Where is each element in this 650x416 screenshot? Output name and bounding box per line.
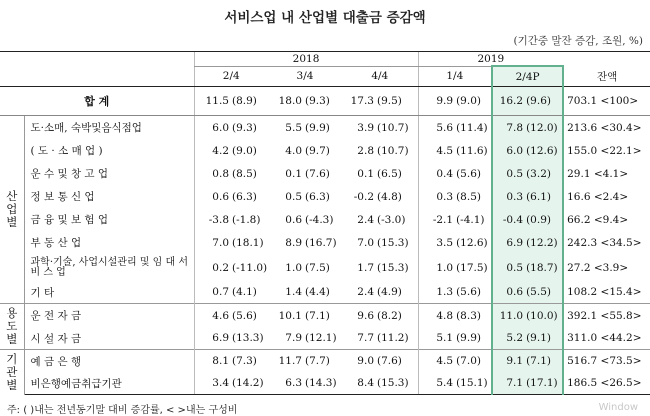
cell-value: 9.1 xyxy=(492,350,525,373)
cell-rate: (6.3) xyxy=(232,190,257,203)
cell-rate: (11.2) xyxy=(377,332,409,344)
cell-rate: (17.1) xyxy=(525,372,563,395)
cell-value: 8.1 xyxy=(194,350,231,373)
total-value: 16.2 xyxy=(492,87,525,116)
cell-rate: (15.3) xyxy=(377,236,409,249)
cell-rate: (7.1) xyxy=(525,350,563,373)
cell-value: 0.3 xyxy=(492,185,525,208)
cell-value: 3.9 xyxy=(357,121,374,134)
row-label: 운 수 및 창 고 업 xyxy=(30,168,109,180)
cell-rate: (7.7) xyxy=(304,350,342,373)
cell-rate: (7.3) xyxy=(231,350,268,373)
cell-value: -0.2 xyxy=(353,190,374,203)
table-row xyxy=(0,231,650,254)
table-row xyxy=(0,185,650,208)
cell-balance: 213.6 <30.4> xyxy=(563,116,650,140)
total-value: 18.0 xyxy=(268,87,304,116)
table-row xyxy=(0,254,650,281)
cell-value: 7.7 xyxy=(357,332,374,344)
cell-rate: (8.5) xyxy=(232,167,257,180)
cell-value: 0.3 xyxy=(418,185,455,208)
total-balance: 703.1 <100> xyxy=(563,87,650,116)
cell-value: 6.0 xyxy=(194,116,231,140)
table-row xyxy=(0,208,650,231)
cell-rate: (15.1) xyxy=(455,372,492,395)
cell-value: 6.9 xyxy=(492,231,525,254)
cell-rate: (8.2) xyxy=(376,304,418,328)
cell-value: 2.8 xyxy=(357,144,374,157)
cell-value: 0.6 xyxy=(492,281,525,304)
cell-value: 0.7 xyxy=(194,281,231,304)
cell-value: 4.5 xyxy=(418,350,455,373)
group-text: 기관별 xyxy=(6,351,18,392)
cell-rate: (-4.3) xyxy=(305,213,334,226)
cell-rate: (3.2) xyxy=(525,162,563,185)
group-text: 산업별 xyxy=(6,189,18,229)
cell-value: 1.4 xyxy=(285,286,302,298)
cell-balance: 186.5 <26.5> xyxy=(563,372,650,395)
cell-rate: (15.3) xyxy=(377,261,409,274)
cell-rate: (10.0) xyxy=(525,304,563,328)
cell-rate: (15.3) xyxy=(376,372,418,395)
row-label: ( 도 · 소 매 업 ) xyxy=(30,145,103,157)
cell-rate: (-1.8) xyxy=(232,213,261,226)
cell-balance: 66.2 <9.4> xyxy=(563,208,650,231)
cell-rate: (-4.1) xyxy=(456,213,485,226)
cell-rate: (14.3) xyxy=(304,372,342,395)
cell-rate: (8.5) xyxy=(456,190,481,203)
row-label: 운 전 자 금 xyxy=(24,304,194,328)
row-label: 정 보 통 신 업 xyxy=(30,191,95,203)
cell-value: 1.7 xyxy=(357,261,374,274)
total-rate: (9.5) xyxy=(376,87,418,116)
cell-value: 7.8 xyxy=(492,116,525,140)
cell-value: 7.1 xyxy=(492,372,525,395)
row-label: 기 타 xyxy=(30,286,55,299)
cell-value: -3.8 xyxy=(194,208,231,231)
cell-rate: (5.6) xyxy=(231,304,268,328)
cell-value: 7.0 xyxy=(357,236,374,249)
table-row xyxy=(0,116,650,140)
cell-rate: (9.1) xyxy=(525,327,563,350)
cell-rate: (0.9) xyxy=(525,208,563,231)
cell-value: 1.0 xyxy=(285,261,302,274)
row-label: 시 설 자 금 xyxy=(30,332,82,345)
cell-rate: (9.0) xyxy=(232,144,257,157)
cell-value: 0.6 xyxy=(194,185,231,208)
col-2019-q2p: 2/4P xyxy=(492,66,563,87)
table-row xyxy=(0,304,650,328)
page-title: 서비스업 내 산업별 대출금 증감액 xyxy=(224,10,426,26)
cell-rate: (17.5) xyxy=(456,261,488,274)
cell-balance: 27.2 <3.9> xyxy=(563,254,650,281)
col-2018-q2: 2/4 xyxy=(194,66,268,87)
row-label: 비은행예금취급기관 xyxy=(24,372,194,395)
cell-rate: (8.3) xyxy=(455,304,492,328)
cell-rate: (7.6) xyxy=(305,167,330,180)
cell-balance: 516.7 <73.5> xyxy=(563,350,650,373)
cell-rate: (7.6) xyxy=(376,350,418,373)
col-2018-q4: 4/4 xyxy=(342,66,418,87)
cell-value: -2.1 xyxy=(418,208,455,231)
cell-rate: (10.7) xyxy=(377,144,409,157)
cell-rate: (12.0) xyxy=(525,116,563,140)
cell-value: 0.5 xyxy=(492,254,525,281)
cell-value: 9.0 xyxy=(342,350,376,373)
cell-rate: (12.6) xyxy=(456,236,488,249)
cell-value: 9.6 xyxy=(342,304,376,328)
cell-value: 1.3 xyxy=(418,281,455,304)
total-rate: (9.0) xyxy=(455,87,492,116)
cell-rate: (13.3) xyxy=(232,332,264,344)
cell-value: 0.4 xyxy=(418,162,455,185)
cell-rate: (14.2) xyxy=(231,372,268,395)
cell-rate: (4.1) xyxy=(232,286,257,298)
table-row xyxy=(0,139,650,162)
watermark: Window xyxy=(598,402,638,413)
cell-value: 0.2 xyxy=(194,254,231,281)
cell-value: 1.0 xyxy=(418,254,455,281)
table-row xyxy=(0,327,650,350)
row-label: 금 융 및 보 험 업 xyxy=(30,214,109,226)
cell-rate: (6.5) xyxy=(377,167,402,180)
cell-balance: 108.2 <15.4> xyxy=(563,281,650,304)
cell-value: 2.4 xyxy=(357,213,374,226)
cell-value: 5.2 xyxy=(492,327,525,350)
cell-rate: (5.6) xyxy=(456,167,481,180)
cell-rate: (18.1) xyxy=(232,236,264,249)
total-label: 합 계 xyxy=(0,87,194,116)
cell-rate: (12.1) xyxy=(305,332,337,344)
cell-rate: (9.3) xyxy=(232,121,257,134)
group-label-institution xyxy=(0,350,24,395)
cell-value: 10.1 xyxy=(268,304,304,328)
cell-value: 2.4 xyxy=(357,286,374,298)
table-row xyxy=(0,372,650,395)
table-row xyxy=(0,162,650,185)
total-rate: (9.6) xyxy=(525,87,563,116)
cell-value: 0.1 xyxy=(357,167,374,180)
cell-value: 0.1 xyxy=(285,167,302,180)
cell-value: 3.5 xyxy=(418,231,455,254)
col-2019-q1: 1/4 xyxy=(418,66,492,87)
cell-value: 8.4 xyxy=(342,372,376,395)
cell-rate: (7.5) xyxy=(305,261,330,274)
cell-value: -0.4 xyxy=(492,208,525,231)
cell-rate: (5.5) xyxy=(525,281,563,304)
cell-value: 11.7 xyxy=(268,350,304,373)
cell-value: 0.6 xyxy=(285,213,302,226)
cell-balance: 392.1 <55.8> xyxy=(563,304,650,328)
cell-value: 4.8 xyxy=(418,304,455,328)
cell-rate: (-3.0) xyxy=(377,213,406,226)
cell-balance: 311.0 <44.2> xyxy=(563,327,650,350)
year-2019: 2019 xyxy=(418,52,563,67)
cell-rate: (6.1) xyxy=(525,185,563,208)
unit-note: (기간중 말잔 증감, 조원, %) xyxy=(513,35,643,47)
cell-rate: (10.7) xyxy=(377,121,409,134)
cell-rate: (11.6) xyxy=(456,144,488,157)
cell-rate: (7.1) xyxy=(304,304,342,328)
cell-value: 0.5 xyxy=(492,162,525,185)
group-label-industry xyxy=(0,116,24,304)
cell-value: 6.9 xyxy=(194,327,231,350)
cell-value: 6.3 xyxy=(268,372,304,395)
cell-rate: (5.6) xyxy=(456,286,481,298)
cell-rate: (9.7) xyxy=(305,144,330,157)
total-value: 17.3 xyxy=(342,87,376,116)
cell-rate: (6.3) xyxy=(305,190,330,203)
row-label: 도·소매, 숙박및음식점업 xyxy=(30,122,142,134)
cell-rate: (11.4) xyxy=(456,121,488,134)
cell-rate: (7.0) xyxy=(455,350,492,373)
cell-balance: 29.1 <4.1> xyxy=(563,162,650,185)
col-2018-q3: 3/4 xyxy=(268,66,342,87)
total-value: 9.9 xyxy=(418,87,455,116)
cell-rate: (4.9) xyxy=(377,286,402,298)
cell-rate: (4.8) xyxy=(377,190,402,203)
cell-balance: 242.3 <34.5> xyxy=(563,231,650,254)
row-label: 예 금 은 행 xyxy=(24,350,194,373)
cell-value: 0.8 xyxy=(194,162,231,185)
cell-value: 11.0 xyxy=(492,304,525,328)
row-label: 부 동 산 업 xyxy=(30,237,82,249)
total-rate: (8.9) xyxy=(231,87,268,116)
footnote: 주: ( )내는 전년동기말 대비 증감률, < >내는 구성비 xyxy=(7,405,238,416)
table-row xyxy=(0,281,650,304)
cell-value: 4.6 xyxy=(194,304,231,328)
loan-table xyxy=(0,51,650,395)
cell-value: 6.0 xyxy=(492,139,525,162)
row-label: 과학·기술, 사업시설관리 및 임 대 서 비 스 업 xyxy=(30,256,188,278)
cell-rate: (16.7) xyxy=(305,236,337,249)
group-label-usage xyxy=(0,304,24,350)
cell-value: 3.4 xyxy=(194,372,231,395)
cell-value: 8.9 xyxy=(285,236,302,249)
cell-rate: (9.9) xyxy=(305,121,330,134)
cell-value: 0.5 xyxy=(285,190,302,203)
year-2018: 2018 xyxy=(194,52,418,67)
cell-value: 5.5 xyxy=(285,121,302,134)
total-rate: (9.3) xyxy=(304,87,342,116)
cell-value: 4.0 xyxy=(285,144,302,157)
cell-value: 7.0 xyxy=(194,231,231,254)
cell-value: 5.1 xyxy=(418,327,455,350)
table-row xyxy=(0,350,650,373)
cell-rate: (12.6) xyxy=(525,139,563,162)
cell-rate: (12.2) xyxy=(525,231,563,254)
cell-value: 4.2 xyxy=(194,139,231,162)
cell-value: 7.9 xyxy=(285,332,302,344)
cell-rate: (4.4) xyxy=(305,286,330,298)
cell-rate: (-11.0) xyxy=(232,261,268,274)
group-text: 용도별 xyxy=(6,306,18,346)
total-value: 11.5 xyxy=(194,87,231,116)
cell-balance: 16.6 <2.4> xyxy=(563,185,650,208)
col-balance: 잔액 xyxy=(563,66,650,87)
cell-value: 4.5 xyxy=(418,139,455,162)
cell-value: 5.4 xyxy=(418,372,455,395)
cell-rate: (18.7) xyxy=(525,254,563,281)
cell-balance: 155.0 <22.1> xyxy=(563,139,650,162)
cell-rate: (9.9) xyxy=(456,332,481,344)
cell-value: 5.6 xyxy=(418,116,455,140)
